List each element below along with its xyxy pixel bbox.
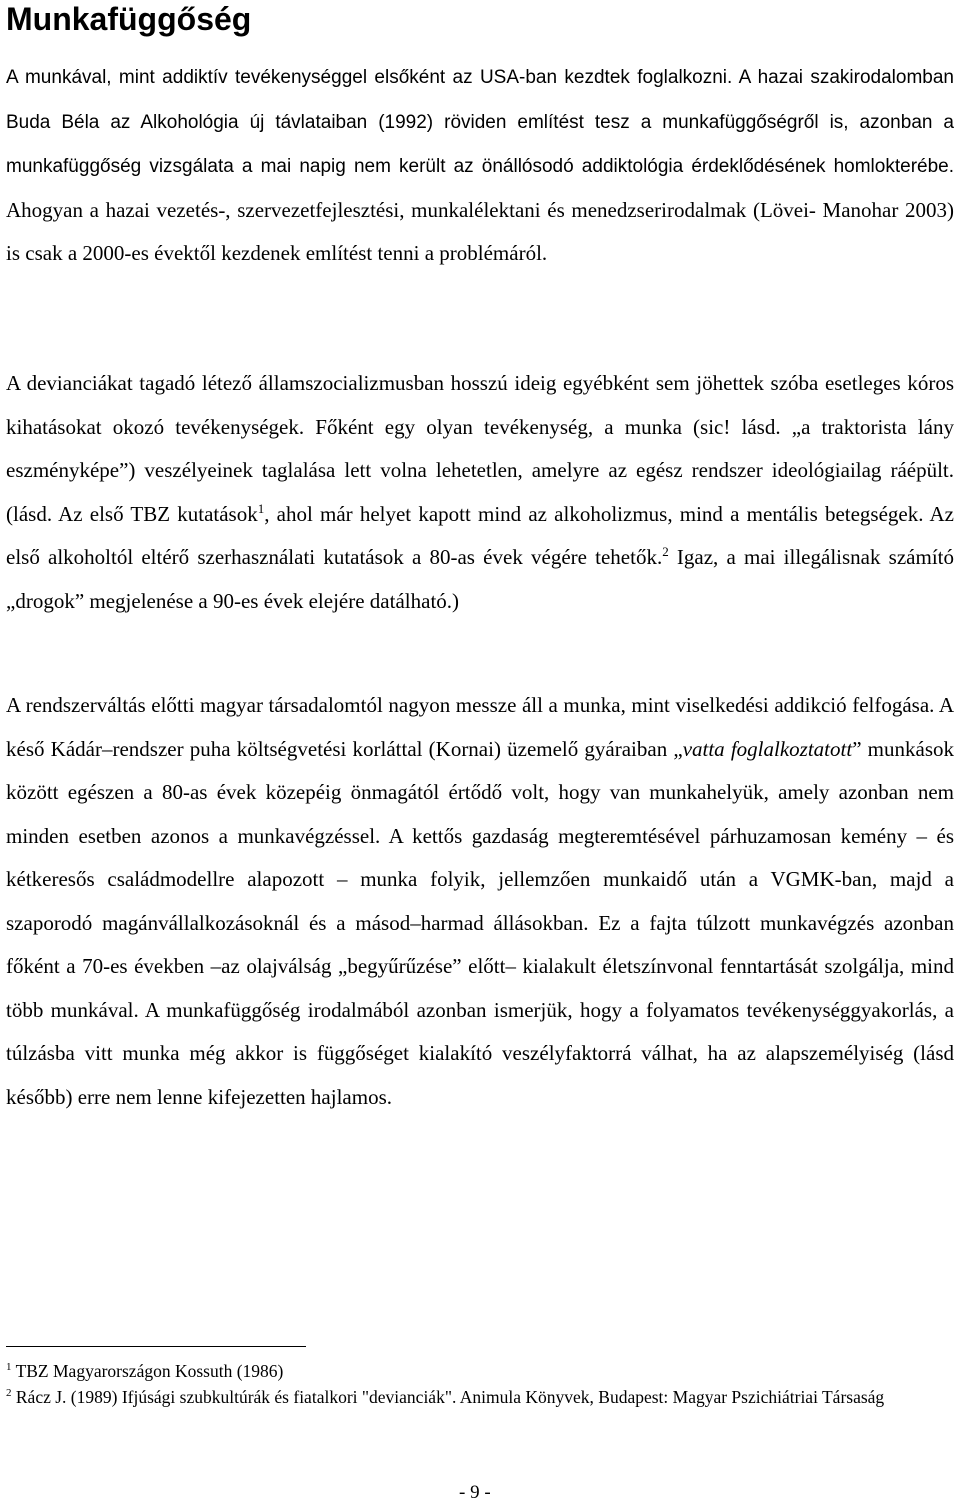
paragraph-3-part-b: ” munkások között egészen a 80-as évek közepéig önmagától értődő volt, hogy van munkahelyük, amely azonban nem minden esetben azonos a munkavégzéssel. A kettős gazdaság megteremtésével párhuzamosan kemény – és kétkeresős családmodellre alapozott – munka folyik, jellemzően munkaidő után a VGMK-ban, majd a szaporodó magánvállalkozásoknál és a másod–harmad állásokban. Ez a fajta túlzott munkavégzés azonban főként a 70-es években –az olajválság „begyűrűzése” előtt– kialakult életszínvonal fenntartását szolgálja, mind több munkával. A munkafüggőség irodalmából azonban ismerjük, hogy a folyamatos tevékenységgyakorlás, a túlzásba vitt munka még akkor is függőséget kialakító veszélyfaktorrá válhat, ha az alapszemélyiség (lásd később) erre nem lenne kifejezetten hajlamos. [6, 736, 954, 1109]
footnote-2-text: Rácz J. (1989) Ifjúsági szubkultúrák és fiatalkori "devianciák". Animula Könyvek, Budapest: Magyar Pszichiátriai Társaság [15, 1387, 885, 1407]
paragraph-1-part-a: A munkával, mint addiktív tevékenységgel elsőként az USA-ban kezdtek foglalkozni. A hazai szakirodalomban Buda Béla az Alkohológia új távlataiban (1992) röviden említést tesz a munkafüggőségről is, azonban a munkafüggőség vizsgálata a mai napig nem került az önállósodó addiktológia érdeklődésének homlokterébe. [6, 67, 954, 177]
paragraph-1 [6, 55, 954, 276]
paragraph-3 [6, 684, 954, 1119]
paragraph-3-part-a: A rendszerváltás előtti magyar társadalomtól nagyon messze áll a munka, mint viselkedési addikció felfogása. A késő Kádár–rendszer puha költségvetési korláttal (Kornai) üzemelő gyáraiban „ [6, 693, 954, 761]
footnote-2 [6, 1386, 954, 1408]
footnote-divider [6, 1346, 306, 1347]
page-title: Munkafüggőség [6, 1, 252, 37]
footnote-1-text: TBZ Magyarországon Kossuth (1986) [15, 1361, 284, 1381]
footnote-1 [6, 1360, 954, 1382]
document-page [6, 0, 955, 1503]
paragraph-2-part-c: Igaz, a mai illegálisnak számító „drogok” megjelenése a 90-es évek elejére datálható.) [6, 545, 954, 613]
paragraph-1-part-b: Ahogyan a hazai vezetés-, szervezetfejlesztési, munkalélektani és menedzserirodalmak (Lövei- Manohar 2003) is csak a 2000-es évektől kezdenek említést tenni a problémáról. [6, 197, 954, 265]
italic-term: vatta foglalkoztatott [682, 736, 853, 761]
paragraph-2 [6, 362, 954, 623]
paragraph-2-part-b: , ahol már helyet kapott mind az alkoholizmus, mind a mentális betegségek. Az első alkoholtól eltérő szerhasználati kutatások a 80-as évek végére tehetők. [6, 501, 955, 569]
footnote-ref-2[interactable]: 2 [662, 544, 669, 559]
footnote-1-number: 1 [6, 1361, 12, 1374]
footnotes [6, 1360, 954, 1412]
footnote-ref-1[interactable]: 1 [257, 500, 265, 516]
page-number: - 9 - [459, 1482, 491, 1503]
paragraph-2-part-a: A devianciákat tagadó létező államszocializmusban hosszú ideig egyébként sem jöhettek szóba esetleges kóros kihatásokat okozó tevékenységek. Főként egy olyan tevékenység, a munka (sic! lásd. „a traktorista lány eszményképe”) veszélyeinek taglalása lett volna lehetetlen, amelyre az egész rendszer ideológiailag ráépült. (lásd. Az első TBZ kutatások [6, 371, 954, 526]
footnote-2-number: 2 [6, 1387, 12, 1400]
